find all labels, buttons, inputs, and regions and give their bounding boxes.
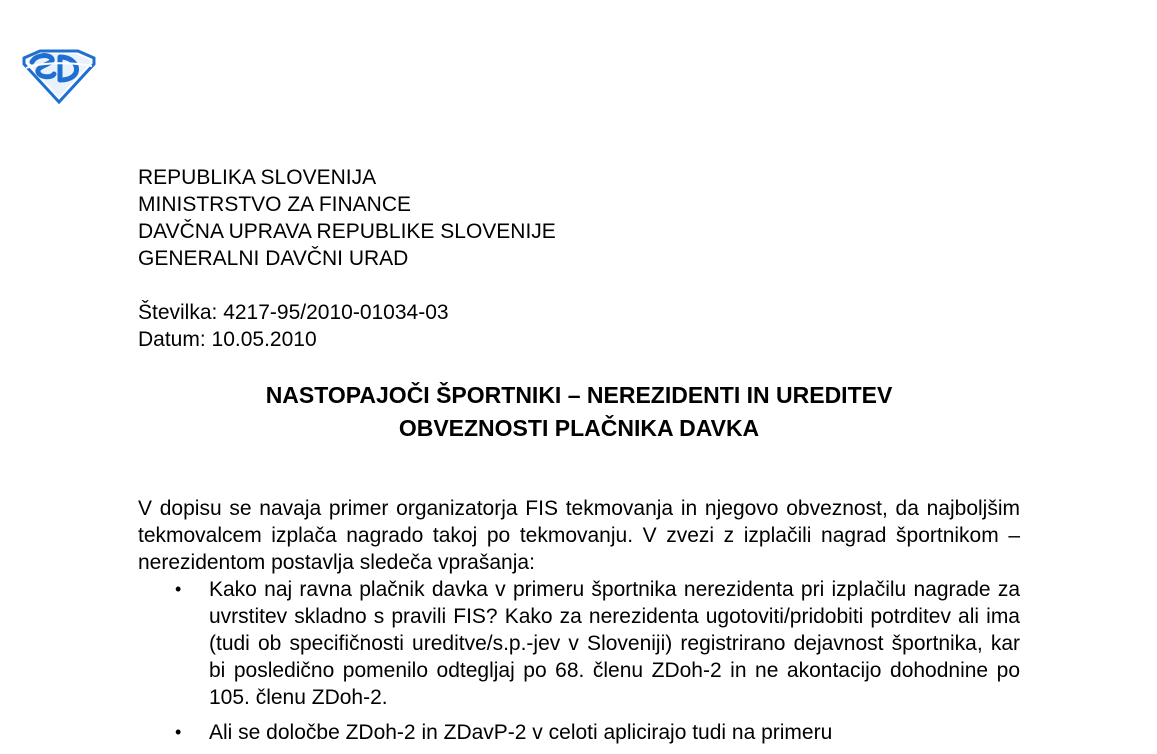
letterhead (138, 164, 1020, 272)
title-line: OBVEZNOSTI PLAČNIKA DAVKA (398, 415, 760, 441)
list-item (175, 719, 1020, 746)
bullet-icon: • (175, 579, 182, 599)
sd-shield-logo-icon (22, 48, 96, 104)
letterhead-line: REPUBLIKA SLOVENIJA (138, 166, 377, 189)
document-title (138, 379, 1020, 445)
list-item (175, 576, 1020, 711)
bullet-icon: • (175, 722, 182, 742)
letterhead-line: DAVČNA UPRAVA REPUBLIKE SLOVENIJE (138, 220, 556, 243)
document-number: Številka: 4217-95/2010-01034-03 (138, 301, 449, 324)
document-date: Datum: 10.05.2010 (138, 328, 317, 351)
intro-paragraph: V dopisu se navaja primer organizatorja FIS tekmovanja in njegovo obveznost, da najboljšim tekmovalcem izplača nagrado takoj po tekmovanju. V zvezi z izplačili nagrad športnikom – nerezidentom postavlja sledeča vprašanja: (138, 497, 1020, 574)
document-body (138, 495, 1020, 746)
question-text: Kako naj ravna plačnik davka v primeru športnika nerezidenta pri izplačilu nagrade za uvrstitev skladno s pravili FIS? Kako za nerezidenta ugotoviti/pridobiti potrditev ali ima (tudi ob specifičnosti ureditve/s.p.-jev v Sloveniji) registrirano dejavnost športnika, kar bi posledično pomenilo odtegljaj po 68. členu ZDoh-2 in ne akontacijo dohodnine po 105. členu ZDoh-2. (209, 578, 1020, 709)
question-list (138, 576, 1020, 746)
letterhead-line: MINISTRSTVO ZA FINANCE (138, 193, 412, 216)
title-line: NASTOPAJOČI ŠPORTNIKI – NEREZIDENTI IN UREDITEV (265, 382, 893, 408)
document-page (138, 164, 1020, 754)
question-text: Ali se določbe ZDoh-2 in ZDavP-2 v celoti aplicirajo tudi na primeru (209, 721, 833, 744)
document-meta (138, 299, 1020, 353)
letterhead-line: GENERALNI DAVČNI URAD (138, 247, 409, 270)
